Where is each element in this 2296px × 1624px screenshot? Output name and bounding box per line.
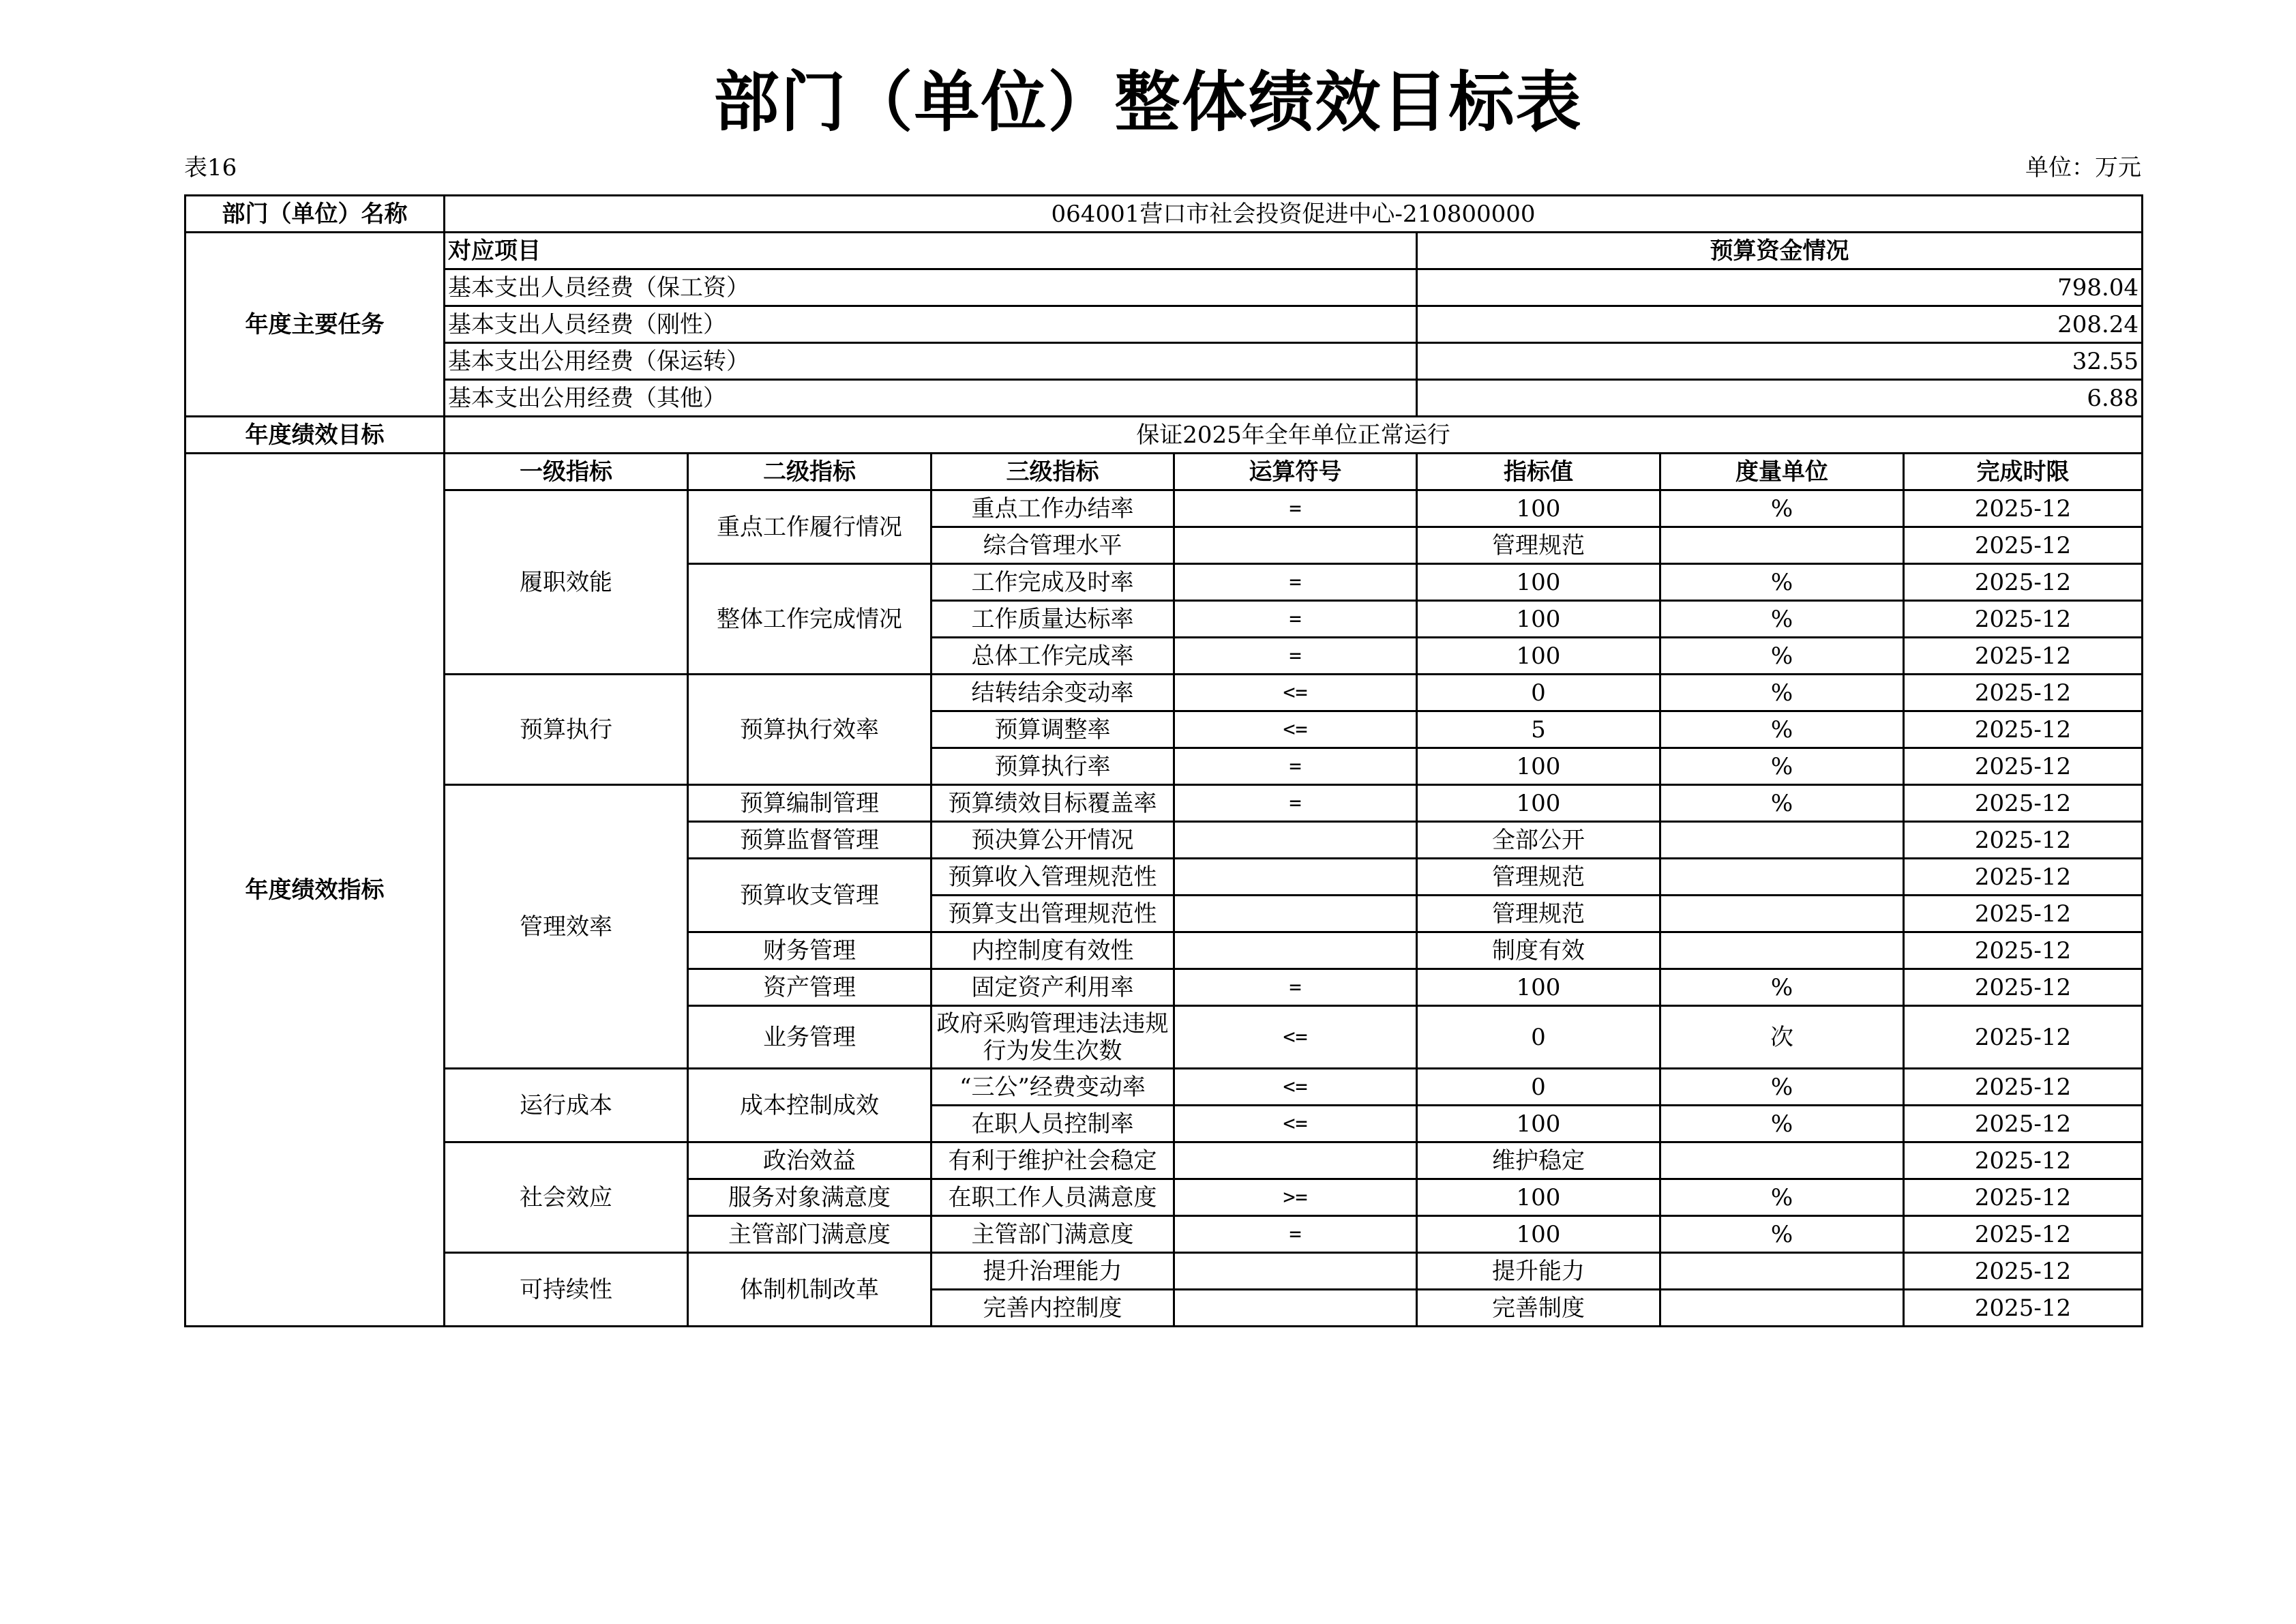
indicator-value: 100 xyxy=(1417,785,1660,822)
goal-label: 年度绩效目标 xyxy=(185,417,445,454)
indicator-deadline: 2025-12 xyxy=(1904,859,2143,896)
indicator-operator xyxy=(1174,1290,1417,1327)
indicator-unit: % xyxy=(1660,785,1904,822)
indicator-value: 0 xyxy=(1417,1006,1660,1069)
indicator-unit: % xyxy=(1660,490,1904,527)
dept-label: 部门（单位）名称 xyxy=(185,196,445,233)
level2-cell: 预算编制管理 xyxy=(688,785,931,822)
indicator-value: 0 xyxy=(1417,675,1660,711)
indicator-value: 100 xyxy=(1417,1216,1660,1253)
indicator-row xyxy=(185,1069,2143,1106)
indicator-operator xyxy=(1174,859,1417,896)
indicator-unit xyxy=(1660,1253,1904,1290)
indicator-deadline: 2025-12 xyxy=(1904,969,2143,1006)
indicator-deadline: 2025-12 xyxy=(1904,1142,2143,1179)
indicator-unit xyxy=(1660,932,1904,969)
indicators-label: 年度绩效指标 xyxy=(185,454,445,1327)
header-unit: 度量单位 xyxy=(1660,454,1904,490)
indicator-value: 100 xyxy=(1417,969,1660,1006)
indicator-name: 政府采购管理违法违规行为发生次数 xyxy=(931,1006,1174,1069)
task-item: 基本支出公用经费（保运转） xyxy=(445,343,1417,380)
indicator-value: 100 xyxy=(1417,490,1660,527)
indicator-operator: = xyxy=(1174,748,1417,785)
level2-cell: 政治效益 xyxy=(688,1142,931,1179)
indicator-deadline: 2025-12 xyxy=(1904,1106,2143,1142)
indicator-deadline: 2025-12 xyxy=(1904,932,2143,969)
indicator-operator: = xyxy=(1174,638,1417,675)
performance-table xyxy=(184,194,2143,1327)
indicator-operator: <= xyxy=(1174,1069,1417,1106)
tasks-col-item: 对应项目 xyxy=(445,233,1417,269)
task-row xyxy=(185,306,2143,343)
indicator-operator xyxy=(1174,822,1417,859)
indicator-value: 管理规范 xyxy=(1417,896,1660,932)
indicator-name: 预算调整率 xyxy=(931,711,1174,748)
indicator-name: 重点工作办结率 xyxy=(931,490,1174,527)
indicator-value: 全部公开 xyxy=(1417,822,1660,859)
indicator-name: 综合管理水平 xyxy=(931,527,1174,564)
level2-cell: 主管部门满意度 xyxy=(688,1216,931,1253)
indicator-name: 预算收入管理规范性 xyxy=(931,859,1174,896)
indicator-row xyxy=(185,1142,2143,1179)
indicator-name: 预算支出管理规范性 xyxy=(931,896,1174,932)
level2-cell: 预算收支管理 xyxy=(688,859,931,932)
header-deadline: 完成时限 xyxy=(1904,454,2143,490)
indicator-value: 100 xyxy=(1417,1106,1660,1142)
task-item: 基本支出公用经费（其他） xyxy=(445,380,1417,417)
indicator-row xyxy=(185,785,2143,822)
indicator-unit: % xyxy=(1660,969,1904,1006)
indicator-operator: = xyxy=(1174,785,1417,822)
indicator-name: 工作质量达标率 xyxy=(931,601,1174,638)
indicator-unit: % xyxy=(1660,1179,1904,1216)
indicator-row xyxy=(185,675,2143,711)
dept-value: 064001营口市社会投资促进中心-210800000 xyxy=(445,196,2143,233)
indicator-unit xyxy=(1660,1290,1904,1327)
indicator-name: 提升治理能力 xyxy=(931,1253,1174,1290)
indicator-unit xyxy=(1660,896,1904,932)
indicator-value: 100 xyxy=(1417,748,1660,785)
indicator-name: 预决算公开情况 xyxy=(931,822,1174,859)
task-amount: 6.88 xyxy=(1417,380,2143,417)
unit-label: 单位：万元 xyxy=(2025,154,2141,181)
indicator-operator: = xyxy=(1174,564,1417,601)
indicator-value: 管理规范 xyxy=(1417,527,1660,564)
indicator-value: 管理规范 xyxy=(1417,859,1660,896)
indicator-deadline: 2025-12 xyxy=(1904,1290,2143,1327)
level2-cell: 服务对象满意度 xyxy=(688,1179,931,1216)
indicator-operator: <= xyxy=(1174,1106,1417,1142)
tasks-label: 年度主要任务 xyxy=(185,233,445,417)
indicator-operator: <= xyxy=(1174,1006,1417,1069)
indicator-name: 主管部门满意度 xyxy=(931,1216,1174,1253)
level2-cell: 预算监督管理 xyxy=(688,822,931,859)
level2-cell: 财务管理 xyxy=(688,932,931,969)
indicator-deadline: 2025-12 xyxy=(1904,1253,2143,1290)
indicator-deadline: 2025-12 xyxy=(1904,822,2143,859)
indicator-deadline: 2025-12 xyxy=(1904,638,2143,675)
table-body xyxy=(185,196,2143,1327)
task-item: 基本支出人员经费（保工资） xyxy=(445,269,1417,306)
table-number: 表16 xyxy=(184,154,237,181)
indicator-deadline: 2025-12 xyxy=(1904,1216,2143,1253)
indicator-deadline: 2025-12 xyxy=(1904,748,2143,785)
indicator-name: 总体工作完成率 xyxy=(931,638,1174,675)
indicator-unit: % xyxy=(1660,675,1904,711)
indicator-operator xyxy=(1174,1253,1417,1290)
indicator-unit: % xyxy=(1660,1069,1904,1106)
indicator-value: 100 xyxy=(1417,564,1660,601)
indicator-operator: = xyxy=(1174,1216,1417,1253)
level2-cell: 重点工作履行情况 xyxy=(688,490,931,564)
level1-cell: 管理效率 xyxy=(445,785,688,1069)
indicator-value: 100 xyxy=(1417,638,1660,675)
level2-cell: 体制机制改革 xyxy=(688,1253,931,1327)
indicator-unit xyxy=(1660,1142,1904,1179)
indicator-deadline: 2025-12 xyxy=(1904,785,2143,822)
indicator-name: 完善内控制度 xyxy=(931,1290,1174,1327)
header-level1: 一级指标 xyxy=(445,454,688,490)
indicator-deadline: 2025-12 xyxy=(1904,675,2143,711)
indicator-deadline: 2025-12 xyxy=(1904,601,2143,638)
indicator-unit xyxy=(1660,527,1904,564)
indicator-operator: <= xyxy=(1174,675,1417,711)
indicator-name: 在职人员控制率 xyxy=(931,1106,1174,1142)
indicator-value: 100 xyxy=(1417,601,1660,638)
indicator-name: 内控制度有效性 xyxy=(931,932,1174,969)
level2-cell: 成本控制成效 xyxy=(688,1069,931,1142)
page-title: 部门（单位）整体绩效目标表 xyxy=(713,64,1583,141)
level1-cell: 运行成本 xyxy=(445,1069,688,1142)
header-level2: 二级指标 xyxy=(688,454,931,490)
indicator-deadline: 2025-12 xyxy=(1904,1069,2143,1106)
level2-cell: 预算执行效率 xyxy=(688,675,931,785)
indicator-unit: % xyxy=(1660,564,1904,601)
indicator-operator: <= xyxy=(1174,711,1417,748)
indicator-unit: % xyxy=(1660,748,1904,785)
task-item: 基本支出人员经费（刚性） xyxy=(445,306,1417,343)
indicator-deadline: 2025-12 xyxy=(1904,896,2143,932)
indicator-row xyxy=(185,490,2143,527)
indicator-operator xyxy=(1174,896,1417,932)
indicator-operator: = xyxy=(1174,490,1417,527)
level2-cell: 业务管理 xyxy=(688,1006,931,1069)
level1-cell: 社会效应 xyxy=(445,1142,688,1253)
indicator-unit: % xyxy=(1660,601,1904,638)
indicator-name: “三公”经费变动率 xyxy=(931,1069,1174,1106)
indicator-name: 在职工作人员满意度 xyxy=(931,1179,1174,1216)
indicator-name: 预算绩效目标覆盖率 xyxy=(931,785,1174,822)
indicator-operator: = xyxy=(1174,601,1417,638)
indicator-name: 有利于维护社会稳定 xyxy=(931,1142,1174,1179)
indicator-deadline: 2025-12 xyxy=(1904,711,2143,748)
indicator-deadline: 2025-12 xyxy=(1904,527,2143,564)
header-operator: 运算符号 xyxy=(1174,454,1417,490)
indicator-value: 完善制度 xyxy=(1417,1290,1660,1327)
task-row xyxy=(185,269,2143,306)
task-row xyxy=(185,380,2143,417)
level1-cell: 可持续性 xyxy=(445,1253,688,1327)
goal-value: 保证2025年全年单位正常运行 xyxy=(445,417,2143,454)
indicator-unit: % xyxy=(1660,638,1904,675)
task-amount: 208.24 xyxy=(1417,306,2143,343)
indicator-operator: >= xyxy=(1174,1179,1417,1216)
indicator-deadline: 2025-12 xyxy=(1904,1006,2143,1069)
indicator-value: 0 xyxy=(1417,1069,1660,1106)
indicator-value: 5 xyxy=(1417,711,1660,748)
level2-cell: 资产管理 xyxy=(688,969,931,1006)
indicator-unit: % xyxy=(1660,1216,1904,1253)
indicator-deadline: 2025-12 xyxy=(1904,564,2143,601)
indicator-value: 维护稳定 xyxy=(1417,1142,1660,1179)
indicator-unit xyxy=(1660,859,1904,896)
task-amount: 798.04 xyxy=(1417,269,2143,306)
indicator-deadline: 2025-12 xyxy=(1904,1179,2143,1216)
level1-cell: 履职效能 xyxy=(445,490,688,675)
indicator-value: 提升能力 xyxy=(1417,1253,1660,1290)
level2-cell: 整体工作完成情况 xyxy=(688,564,931,675)
level1-cell: 预算执行 xyxy=(445,675,688,785)
task-row xyxy=(185,343,2143,380)
indicator-unit xyxy=(1660,822,1904,859)
indicator-operator xyxy=(1174,527,1417,564)
indicator-name: 工作完成及时率 xyxy=(931,564,1174,601)
indicator-name: 预算执行率 xyxy=(931,748,1174,785)
header-level3: 三级指标 xyxy=(931,454,1174,490)
indicator-deadline: 2025-12 xyxy=(1904,490,2143,527)
indicator-unit: 次 xyxy=(1660,1006,1904,1069)
indicator-value: 100 xyxy=(1417,1179,1660,1216)
indicator-name: 固定资产利用率 xyxy=(931,969,1174,1006)
tasks-col-budget: 预算资金情况 xyxy=(1417,233,2143,269)
indicator-unit: % xyxy=(1660,711,1904,748)
indicator-operator: = xyxy=(1174,969,1417,1006)
indicator-operator xyxy=(1174,932,1417,969)
header-value: 指标值 xyxy=(1417,454,1660,490)
indicator-unit: % xyxy=(1660,1106,1904,1142)
indicator-operator xyxy=(1174,1142,1417,1179)
indicator-value: 制度有效 xyxy=(1417,932,1660,969)
task-amount: 32.55 xyxy=(1417,343,2143,380)
indicator-row xyxy=(185,1253,2143,1290)
indicator-name: 结转结余变动率 xyxy=(931,675,1174,711)
